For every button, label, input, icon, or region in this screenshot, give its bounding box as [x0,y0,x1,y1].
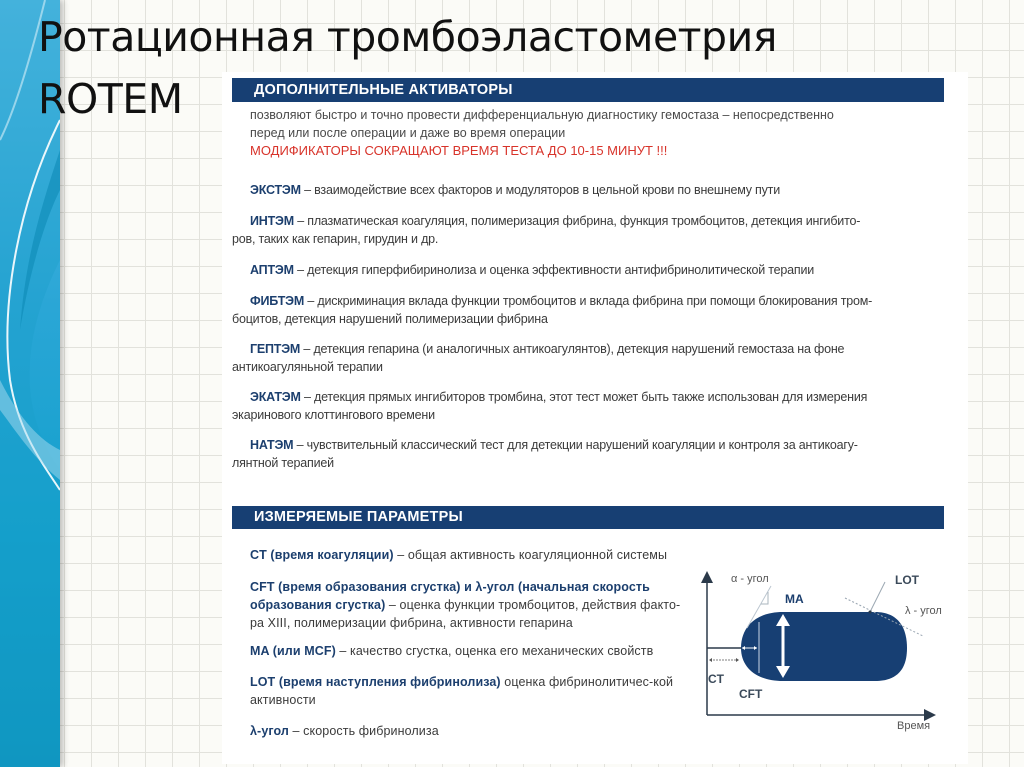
slide-title-line2: ROTEM [38,75,183,123]
activator-desc: – дискриминация вклада функции тромбоцитов и вклада фибрина при помощи блокирования тром- [304,294,873,308]
activator-term: ЭКАТЭМ [250,390,301,404]
lot-label: LOT [895,573,919,587]
activator-desc: – детекция гиперфибиринолиза и оценка эффективности антифибринолитической терапии [293,263,815,277]
activator-item-aptem [232,261,944,279]
param-desc: – оценка функции тромбоцитов, действия факто-ра XIII, полимеризации фибрина, активности гепарина [250,598,681,630]
activator-item-intem [232,212,944,248]
time-axis-label: Время [897,720,931,732]
activator-desc: – плазматическая коагуляция, полимеризация фибрина, функция тромбоцитов, детекция ингибито- [293,214,861,228]
slide-title-line1: Ротационная тромбоэластометрия [38,13,777,61]
activator-term: НАТЭМ [250,438,294,452]
param-desc: – скорость фибринолиза [288,724,439,738]
activator-item-extem [232,181,944,199]
cft-label: CFT [739,687,763,701]
activator-desc: – детекция гепарина (и аналогичных антикоагулянтов), детекция нарушений гемостаза на фоне [300,342,845,356]
activator-desc-cont: лянтной терапией [232,456,334,470]
activator-item-fibtem [232,292,944,328]
activator-desc-cont: экаринового клоттингового времени [232,408,435,422]
activator-item-natem [232,436,944,472]
rotem-diagram [695,560,955,740]
activator-item-ecatem [232,388,944,424]
param-item-ct [232,546,682,564]
activator-term: ЭКСТЭМ [250,183,301,197]
activator-term: ИНТЭМ [250,214,294,228]
slide-title [38,6,777,130]
lambda-angle-label: λ - угол [905,605,942,617]
param-term: CFT (время образования сгустка) и λ-угол (начальная скорость образования сгустка) [250,580,650,612]
activators-header: ДОПОЛНИТЕЛЬНЫЕ АКТИВАТОРЫ [232,78,944,102]
param-desc: – качество сгустка, оценка его механических свойств [335,644,654,658]
param-item-lambda [232,722,682,740]
activator-term: АПТЭМ [250,263,294,277]
intro-line-1: позволяют быстро и точно провести дифференциальную диагностику гемостаза – непосредственно [250,108,834,122]
activator-desc: – чувствительный классический тест для детекции нарушений коагуляции и контроля за антикоагу- [293,438,858,452]
param-term: λ-угол [250,724,289,738]
activator-desc-cont: ров, таких как гепарин, гирудин и др. [232,232,439,246]
activator-item-heptem [232,340,944,376]
highlight-note: МОДИФИКАТОРЫ СОКРАЩАЮТ ВРЕМЯ ТЕСТА ДО 10-15 МИНУТ !!! [250,143,668,158]
parameters-header: ИЗМЕРЯЕМЫЕ ПАРАМЕТРЫ [232,506,944,529]
activator-desc: – взаимодействие всех факторов и модуляторов в цельной крови по внешнему пути [300,183,780,197]
activator-desc: – детекция прямых ингибиторов тромбина, этот тест может быть также использован для измерения [300,390,868,404]
param-term: MA (или MCF) [250,644,336,658]
alpha-angle-label: α - угол [731,573,769,585]
ma-label: MA [785,592,804,606]
activator-desc-cont: боцитов, детекция нарушений полимеризации фибрина [232,312,548,326]
param-desc: оценка фибринолитичес-кой активности [250,675,674,707]
param-item-lot [232,673,682,709]
param-term: CT (время коагуляции) [250,548,394,562]
ct-label: CT [708,672,724,686]
activator-term: ФИБТЭМ [250,294,305,308]
intro-line-2: перед или после операции и даже во время операции [250,126,566,140]
param-desc: – общая активность коагуляционной системы [393,548,668,562]
thromboelastogram-icon [695,560,955,740]
activator-term: ГЕПТЭМ [250,342,301,356]
param-item-ma [232,642,682,660]
param-term: LOT (время наступления фибринолиза) [250,675,501,689]
param-item-cft [232,578,682,632]
activator-desc-cont: антикоагуляньной терапии [232,360,383,374]
